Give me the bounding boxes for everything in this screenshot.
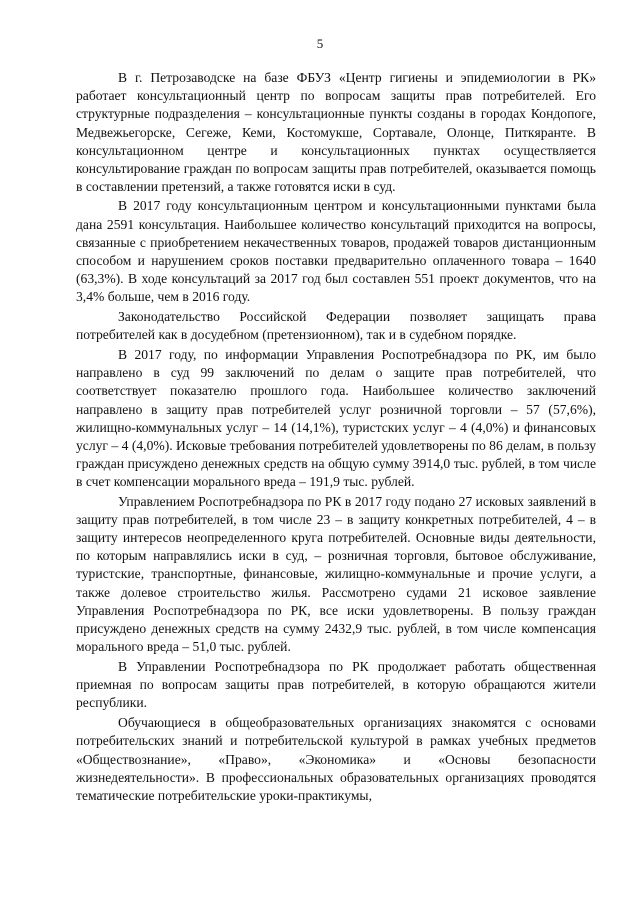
- paragraph-consultations-2017: В 2017 году консультационным центром и консультационными пунктами была дана 2591 консультация. Наибольшее количество консультаций приходится на вопросы, связанные с приобретением некачественных товаров, продажей товаров дистанционным способом и нарушением сроков поставки предварительно оплаченного товара – 1640 (63,3%). В ходе консультаций за 2017 год был составлен 551 проект документов, что на 3,4% больше, чем в 2016 году.: [76, 198, 596, 305]
- paragraph-court-conclusions: В 2017 году, по информации Управления Роспотребнадзора по РК, им было направлено в суд 99 заключений по делам о защите прав потребителей, что соответствует показателю прошлого года. Наибольшее количество заключений направлено в защиту прав потребителей услуг розничной торговли – 57 (57,6%), жилищно-коммунальных услуг – 14 (14,1%), туристских услуг – 4 (4,0%) и финансовых услуг – 4 (4,0%). Исковые требования потребителей удовлетворены по 86 делам, в пользу граждан присуждено денежных средств на общую сумму 3914,0 тыс. рублей, в том числе в счет компенсации морального вреда – 191,9 тыс. рублей.: [76, 347, 596, 490]
- paragraph-lawsuits: Управлением Роспотребнадзора по РК в 2017 году подано 27 исковых заявлений в защиту прав потребителей, в том числе 23 – в защиту конкретных потребителей, 4 – в защиту интересов неопределенного круга потребителей. Основные виды деятельности, по которым направлялись иски в суд, – розничная торговля, бытовое обслуживание, туристские, транспортные, финансовые, жилищно-коммунальные и прочие услуги, а также долевое строительство жилья. Рассмотрено судами 21 исковое заявление Управления Роспотребнадзора по РК, все иски удовлетворены. В пользу граждан присуждено денежных средств на сумму 2432,9 тыс. рублей, в том числе компенсация морального вреда – 51,0 тыс. рублей.: [76, 493, 596, 655]
- paragraph-education: Обучающиеся в общеобразовательных организациях знакомятся с основами потребительских знаний и потребительской культурой в рамках учебных предметов «Обществознание», «Право», «Экономика» и «Основы безопасности жизнедеятельности». В профессиональных образовательных организациях проводятся тематические потребительские уроки-практикумы,: [76, 715, 596, 803]
- document-body: [76, 69, 596, 806]
- paragraph-consultation-center: В г. Петрозаводске на базе ФБУЗ «Центр гигиены и эпидемиологии в РК» работает консультационный центр по вопросам защиты прав потребителей. Его структурные подразделения – консультационные пункты созданы в городах Кондопоге, Медвежьегорске, Сегеже, Кеми, Костомукше, Сортавале, Олонце, Питкяранте. В консультационном центре и консультационных пунктах осуществляется консультирование граждан по вопросам защиты прав потребителей, оказывается помощь в составлении претензий, а также готовятся иски в суд.: [76, 70, 596, 195]
- paragraph-legislation: Законодательство Российской Федерации позволяет защищать права потребителей как в досудебном (претензионном), так и в судебном порядке.: [76, 308, 596, 342]
- page-number: 5: [316, 36, 324, 51]
- paragraph-public-reception: В Управлении Роспотребнадзора по РК продолжает работать общественная приемная по вопросам защиты прав потребителей, в которую обращаются жители республики.: [76, 658, 596, 710]
